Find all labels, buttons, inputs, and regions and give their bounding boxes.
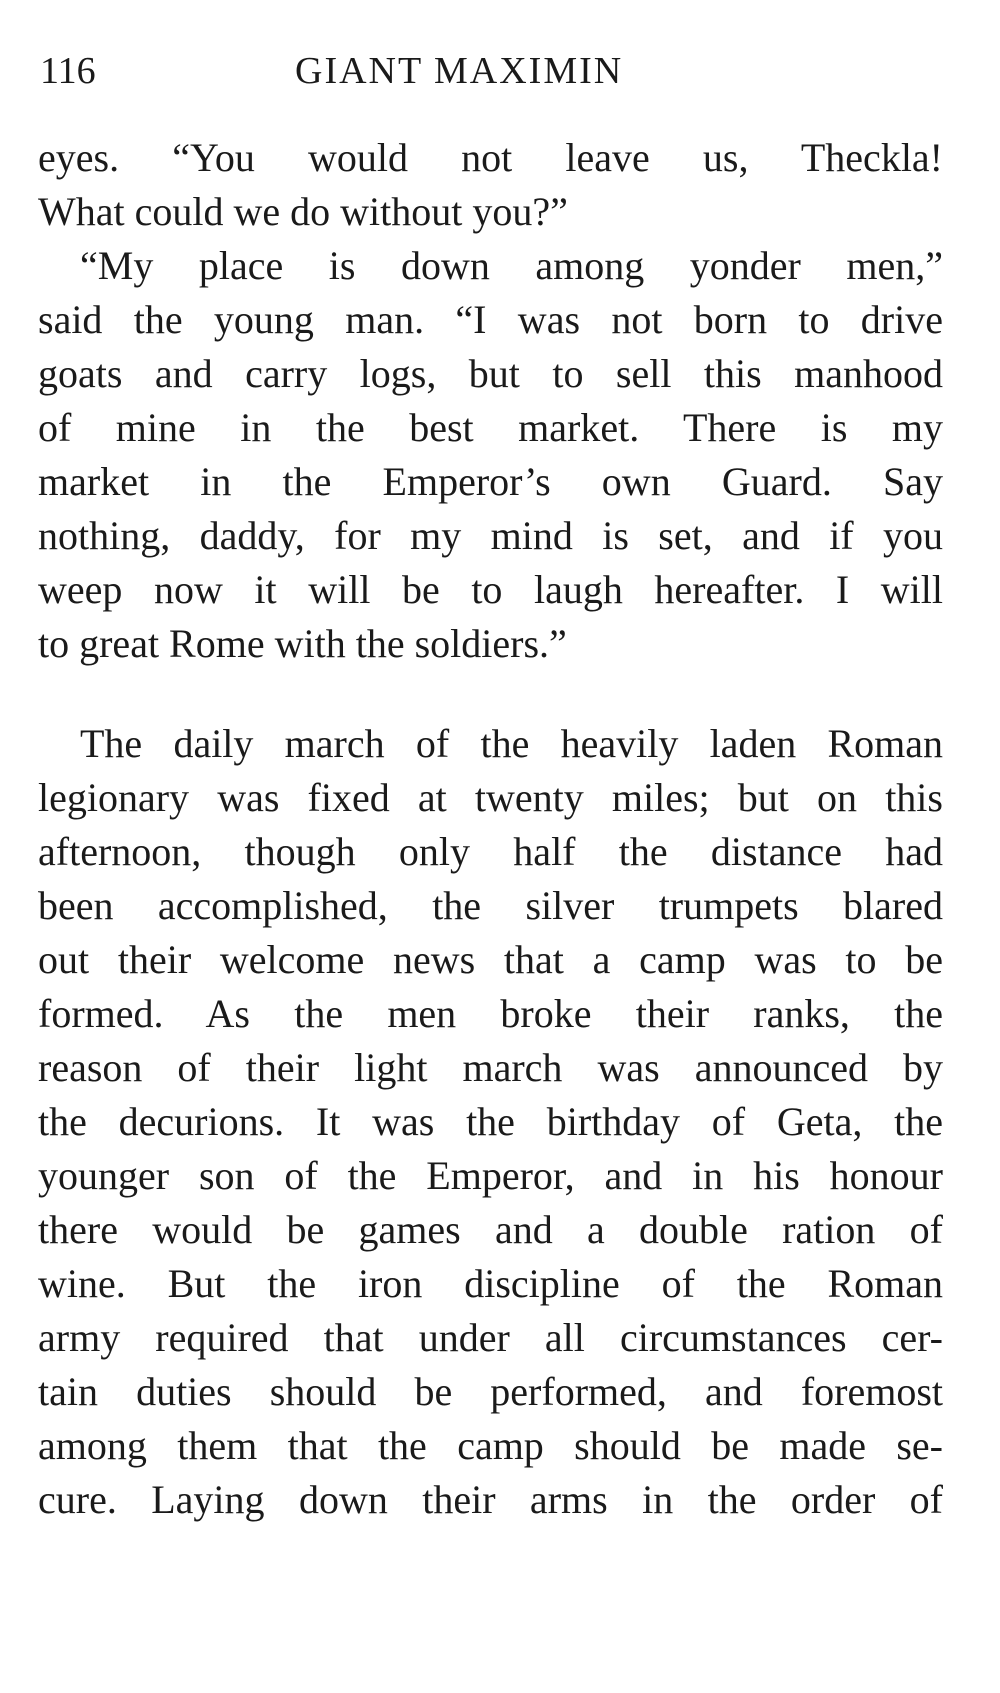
page-number: 116 (40, 50, 96, 92)
text-line: said the young man. “I was not born to drive (38, 297, 943, 342)
text-line: among them that the camp should be made se- (38, 1423, 943, 1468)
text-section-dialogue (38, 131, 943, 671)
text-line: army required that under all circumstances cer- (38, 1315, 943, 1360)
paragraph (38, 239, 943, 671)
text-line: nothing, daddy, for my mind is set, and if you (38, 513, 943, 558)
text-line: cure. Laying down their arms in the order of (38, 1477, 943, 1522)
text-line: “My place is down among yonder men,” (80, 243, 943, 288)
text-line: formed. As the men broke their ranks, the (38, 991, 943, 1036)
text-section-narrative (38, 717, 943, 1527)
running-title: GIANT MAXIMIN (295, 50, 624, 92)
text-line: wine. But the iron discipline of the Roman (38, 1261, 943, 1306)
page-header (40, 46, 940, 96)
text-line: weep now it will be to laugh hereafter. I will (38, 567, 943, 612)
text-line: reason of their light march was announced by (38, 1045, 943, 1090)
paragraph (38, 717, 943, 1527)
text-line: goats and carry logs, but to sell this manhood (38, 351, 943, 396)
text-line: What could we do without you?” (38, 189, 568, 234)
text-line: afternoon, though only half the distance had (38, 829, 943, 874)
text-line: tain duties should be performed, and foremost (38, 1369, 943, 1414)
text-line: to great Rome with the soldiers.” (38, 621, 567, 666)
text-line: market in the Emperor’s own Guard. Say (38, 459, 943, 504)
paragraph (38, 131, 943, 239)
text-line: legionary was fixed at twenty miles; but on this (38, 775, 943, 820)
text-line: of mine in the best market. There is my (38, 405, 943, 450)
text-line: younger son of the Emperor, and in his honour (38, 1153, 943, 1198)
text-line: out their welcome news that a camp was to be (38, 937, 943, 982)
text-line: The daily march of the heavily laden Roman (80, 721, 943, 766)
text-line: been accomplished, the silver trumpets blared (38, 883, 943, 928)
text-line: the decurions. It was the birthday of Geta, the (38, 1099, 943, 1144)
text-line: there would be games and a double ration of (38, 1207, 943, 1252)
text-line: eyes. “You would not leave us, Theckla! (38, 135, 943, 180)
